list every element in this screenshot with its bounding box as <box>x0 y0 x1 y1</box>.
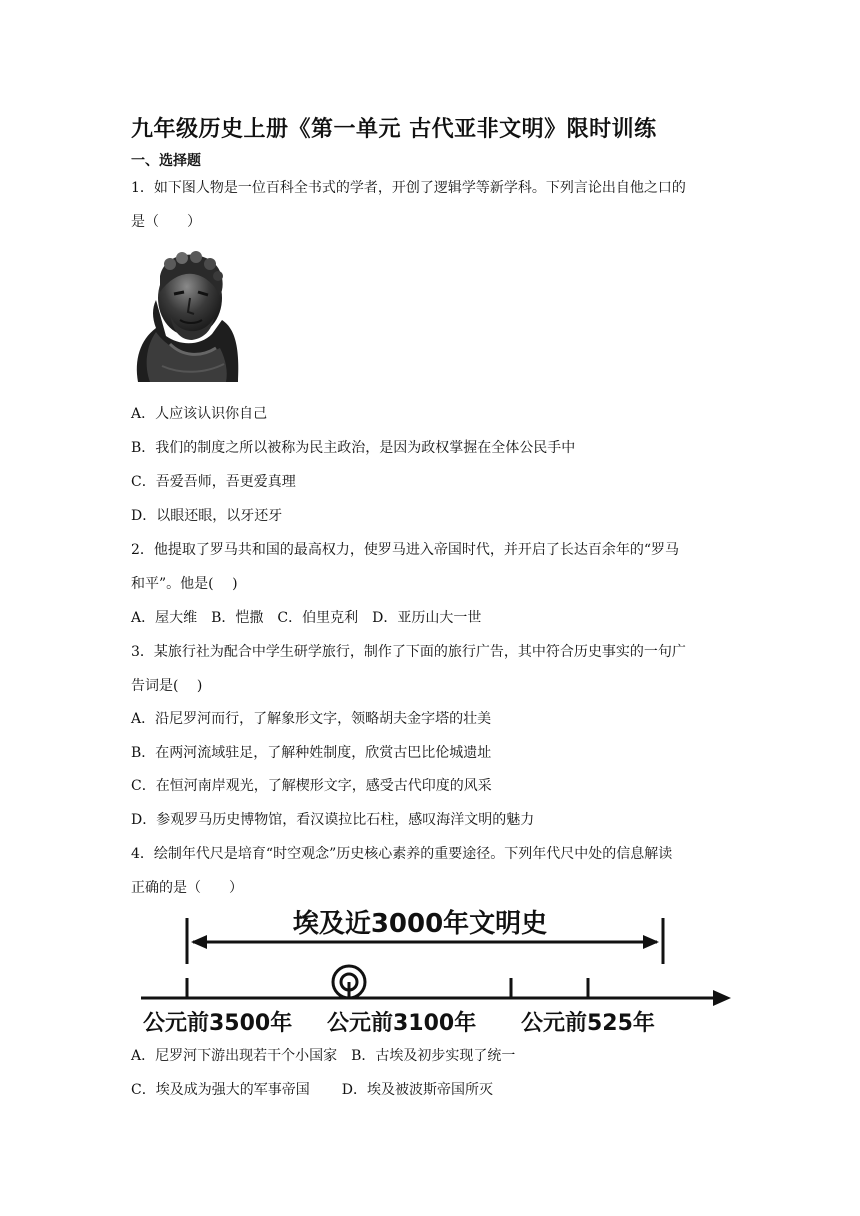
q3-option-c: C．在恒河南岸观光，了解楔形文字，感受古代印度的风采 <box>131 778 492 794</box>
timeline-axis-arrow <box>713 990 731 1006</box>
q2-options-row <box>131 608 731 628</box>
bracket-left-arrow <box>191 935 207 949</box>
q2-option-c: C．伯里克利 <box>277 610 359 626</box>
q4-option-c: C．埃及成为强大的军事帝国 <box>131 1082 310 1098</box>
bracket-right-arrow <box>643 935 659 949</box>
timeline-figure <box>135 898 735 1038</box>
q1-option-c: C．吾爱吾师，吾更爱真理 <box>131 474 296 490</box>
aristotle-bust-image <box>130 248 242 384</box>
q4-stem-line-1: 4．绘制年代尺是培育“时空观念”历史核心素养的重要途径。下列年代尺中处的信息解读 <box>131 846 673 862</box>
q4-option-a: A．尼罗河下游出现若干个小国家 <box>131 1048 338 1064</box>
q3-option-d: D．参观罗马历史博物馆，看汉谟拉比石柱，感叹海洋文明的魅力 <box>131 812 535 828</box>
q3-stem-line-2: 告词是( ) <box>131 678 203 694</box>
q1-option-d: D．以眼还眼，以牙还牙 <box>131 508 283 524</box>
document-title: 九年级历史上册《第一单元 古代亚非文明》限时训练 <box>131 116 657 142</box>
timeline-label-3500bc: 公元前3500年 <box>143 1011 293 1036</box>
q4-options-row-1 <box>131 1046 731 1066</box>
q3-stem-line-1: 3．某旅行社为配合中学生研学旅行，制作了下面的旅行广告，其中符合历史事实的一句广 <box>131 644 686 660</box>
q4-stem-line-2: 正确的是（ ） <box>131 880 243 896</box>
timeline-label-3100bc: 公元前3100年 <box>327 1011 477 1036</box>
q2-option-a: A．屋大维 <box>131 610 198 626</box>
q1-stem-line-1: 1．如下图人物是一位百科全书式的学者，开创了逻辑学等新学科。下列言论出自他之口的 <box>131 180 686 196</box>
timeline-label-525bc: 公元前525年 <box>521 1011 655 1036</box>
q2-stem-line-2: 和平”。他是( ) <box>131 576 238 592</box>
q2-stem-line-1: 2．他提取了罗马共和国的最高权力，使罗马进入帝国时代，并开启了长达百余年的“罗马 <box>131 542 680 558</box>
q4-option-d: D．埃及被波斯帝国所灭 <box>341 1082 493 1098</box>
q1-stem-line-2: 是（ ） <box>131 214 201 230</box>
q3-option-b: B．在两河流域驻足，了解种姓制度，欣赏古巴比伦城遗址 <box>131 745 492 761</box>
q1-option-b: B．我们的制度之所以被称为民主政治，是因为政权掌握在全体公民手中 <box>131 440 576 456</box>
section-heading: 一、选择题 <box>131 153 201 169</box>
q4-options-row-2 <box>131 1080 731 1100</box>
q1-option-a: A．人应该认识你自己 <box>131 406 268 422</box>
timeline-banner: 埃及近3000年文明史 <box>292 909 548 939</box>
q3-option-a: A．沿尼罗河而行，了解象形文字，领略胡夫金字塔的壮美 <box>131 711 492 727</box>
q2-option-b: B．恺撒 <box>211 610 264 626</box>
q2-option-d: D．亚历山大一世 <box>372 610 482 626</box>
q4-option-b: B．古埃及初步实现了统一 <box>351 1048 516 1064</box>
